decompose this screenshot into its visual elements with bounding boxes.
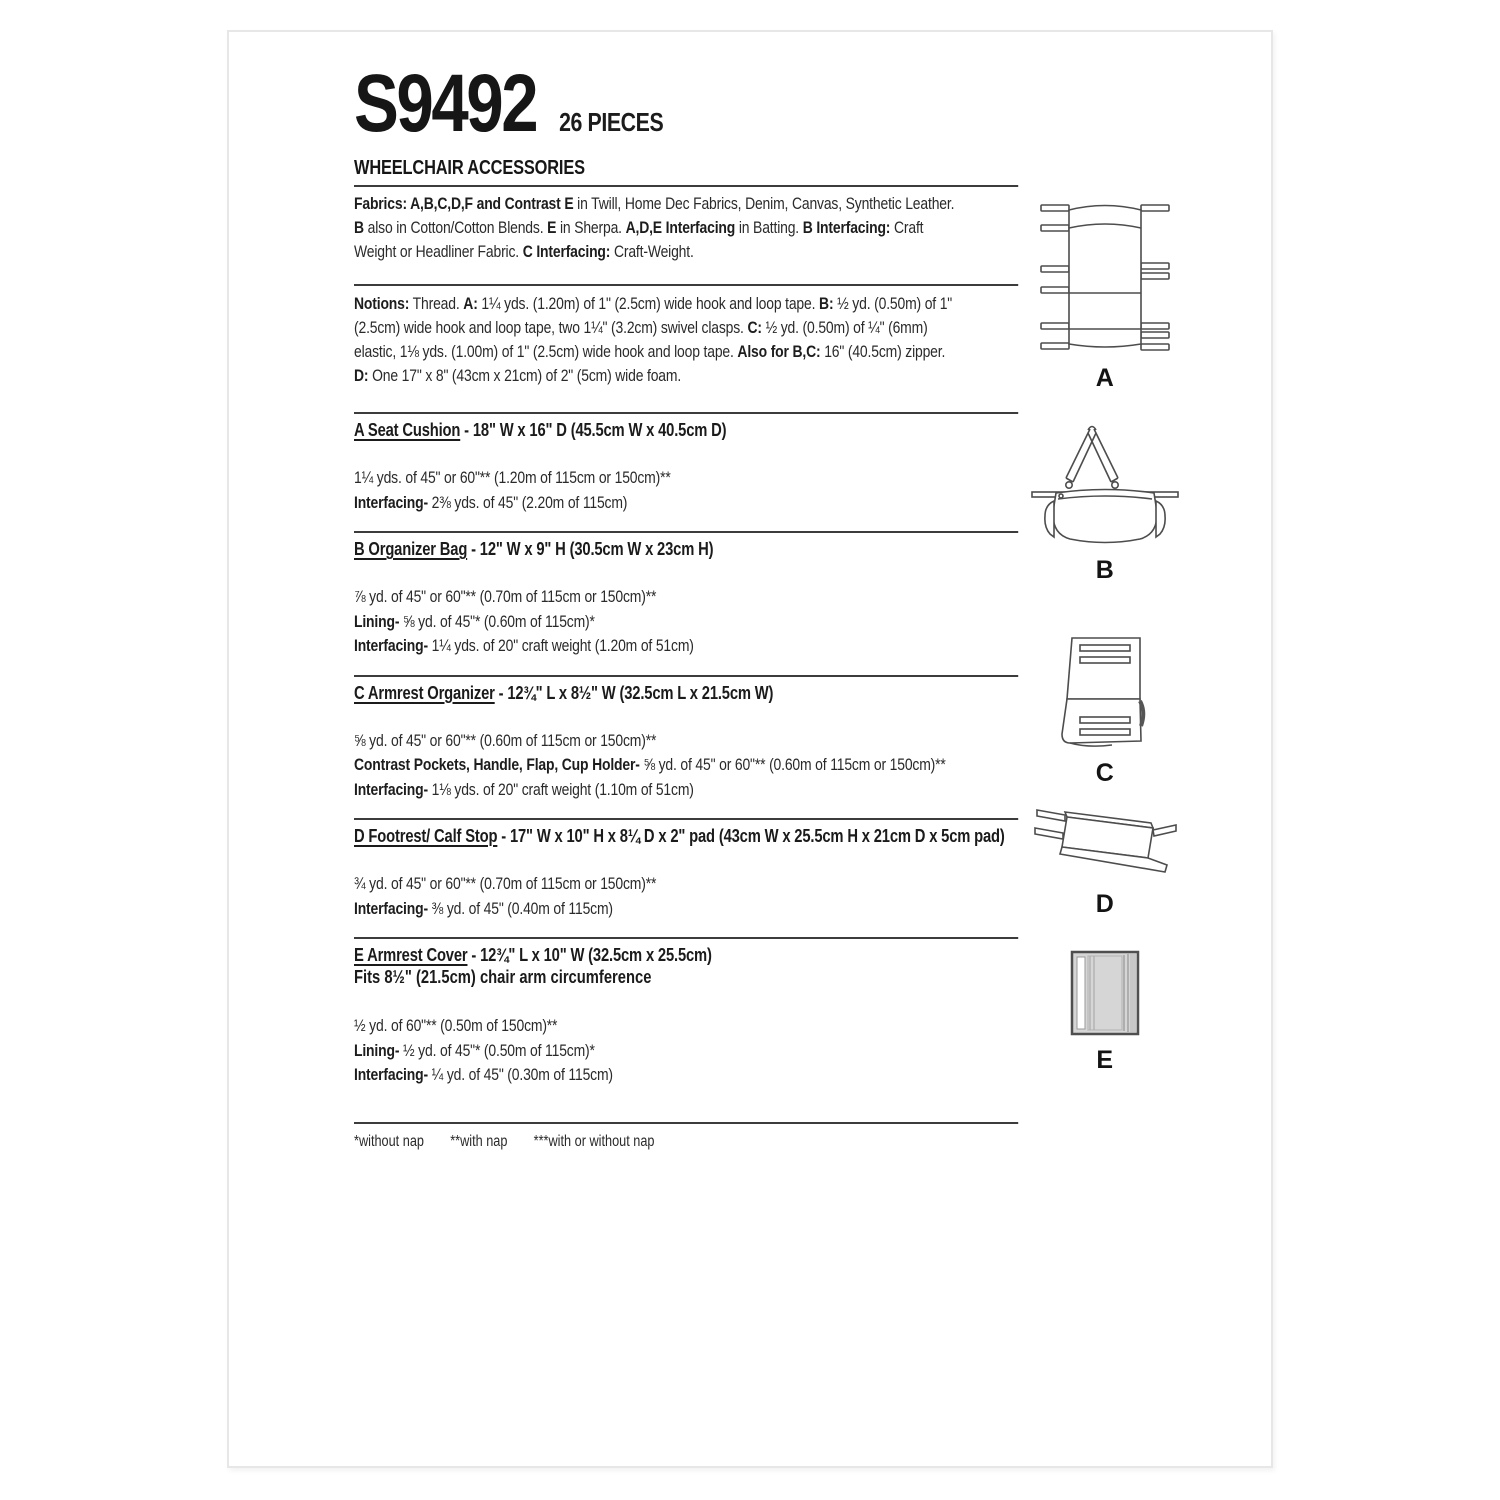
section-name: C Armrest Organizer (354, 682, 495, 703)
yardage-line: ⅝ yd. of 45" or 60"** (0.60m of 115cm or 150cm)** (354, 730, 657, 750)
section-dimensions: - 12¾" L x 8½" W (32.5cm L x 21.5cm W) (494, 682, 774, 703)
fabrics-paragraph (354, 192, 1018, 264)
section-dimensions: - 18" W x 16" D (45.5cm W x 40.5cm D) (460, 420, 727, 440)
yardage-line: Lining- ½ yd. of 45"* (0.50m of 115cm)* (354, 1040, 595, 1060)
text-line: elastic, 1⅛ yds. (1.00m) of 1" (2.5cm) wide hook and loop tape. Also for B,C: 16" (40.5cm) zipper. (354, 342, 946, 361)
title-row (354, 58, 1018, 149)
yardage-line: Interfacing- ⅜ yd. of 45" (0.40m of 115cm) (354, 898, 613, 918)
text-line: D: One 17" x 8" (43cm x 21cm) of 2" (5cm) wide foam. (354, 366, 682, 385)
footnote: ***with or without nap (533, 1132, 655, 1150)
armrest-cover-illustration (1067, 948, 1143, 1038)
figure-label: E (1096, 1046, 1114, 1074)
section-armrest-cover (354, 937, 1018, 1122)
text-column (354, 58, 1018, 1151)
yardage-line: Interfacing- 1¼ yds. of 20" craft weight (1.20m of 51cm) (354, 636, 694, 655)
text-line: (2.5cm) wide hook and loop tape, two 1¼" (3.2cm) swivel clasps. C: ½ yd. (0.50m) of ¼" (6mm) (354, 318, 928, 337)
yardage-block (354, 1014, 1018, 1088)
footrest-illustration (1032, 794, 1178, 882)
section-fit-note: Fits 8½" (21.5cm) chair arm circumference (354, 967, 652, 987)
text-line: Fabrics: A,B,C,D,F and Contrast E in Twill, Home Dec Fabrics, Denim, Canvas, Synthetic Leather. (354, 194, 955, 213)
text-line: Notions: Thread. A: 1¼ yds. (1.20m) of 1" (2.5cm) wide hook and loop tape. B: ½ yd. (0.50m) of 1" (354, 294, 953, 313)
figure-armrest-organizer (1032, 633, 1178, 788)
yardage-line: Interfacing- 1⅛ yds. of 20" craft weight (1.10m of 51cm) (354, 779, 694, 799)
section-dimensions: - 12¾" L x 10" W (32.5cm x 25.5cm) (467, 945, 712, 965)
section-organizer-bag (354, 531, 1018, 675)
section-dimensions: - 17" W x 10" H x 8¼ D x 2" pad (43cm W x 25.5cm H x 21cm D x 5cm pad) (497, 826, 1005, 846)
section-heading (354, 826, 1018, 847)
yardage-line: Lining- ⅝ yd. of 45"* (0.60m of 115cm)* (354, 611, 595, 631)
figure-label: D (1095, 890, 1115, 918)
nap-footnotes (354, 1122, 1018, 1151)
footnote: **with nap (450, 1132, 508, 1150)
section-footrest-calf-stop (354, 818, 1018, 937)
yardage-line: Contrast Pockets, Handle, Flap, Cup Holder- ⅝ yd. of 45" or 60"** (0.60m of 115cm or 150cm)** (354, 755, 946, 774)
divider (354, 185, 1018, 187)
section-name: A Seat Cushion (354, 420, 461, 440)
yardage-block (354, 585, 1018, 659)
notions-paragraph (354, 292, 1018, 388)
figure-seat-cushion (1032, 198, 1178, 393)
pattern-envelope-back (227, 30, 1273, 1468)
text-line: Weight or Headliner Fabric. C Interfacing: Craft-Weight. (354, 242, 694, 261)
yardage-line: 1¼ yds. of 45" or 60"** (1.20m of 115cm or 150cm)** (354, 468, 671, 487)
section-dimensions: - 12" W x 9" H (30.5cm W x 23cm H) (467, 539, 714, 559)
organizer-bag-illustration (1030, 420, 1180, 548)
armrest-organizer-illustration (1054, 633, 1156, 751)
text-line: B also in Cotton/Cotton Blends. E in Sherpa. A,D,E Interfacing in Batting. B Interfacing: Craft (354, 218, 924, 237)
section-seat-cushion (354, 412, 1018, 531)
figure-footrest (1032, 794, 1178, 919)
figure-armrest-cover (1032, 948, 1178, 1075)
yardage-line: ¾ yd. of 45" or 60"** (0.70m of 115cm or 150cm)** (354, 874, 657, 893)
yardage-line: Interfacing- 2⅜ yds. of 45" (2.20m of 115cm) (354, 492, 628, 512)
divider (354, 284, 1018, 286)
category-title: WHEELCHAIR ACCESSORIES (354, 157, 585, 179)
yardage-line: ½ yd. of 60"** (0.50m of 150cm)** (354, 1016, 558, 1035)
yardage-block (354, 729, 1018, 803)
section-name: B Organizer Bag (354, 539, 468, 559)
section-heading (354, 683, 1018, 704)
figure-label: A (1095, 364, 1115, 392)
figure-organizer-bag (1032, 420, 1178, 585)
section-armrest-organizer (354, 675, 1018, 819)
yardage-block (354, 466, 1018, 515)
section-heading (354, 945, 1018, 966)
section-name: E Armrest Cover (354, 945, 468, 965)
yardage-line: ⅞ yd. of 45" or 60"** (0.70m of 115cm or 150cm)** (354, 587, 657, 606)
section-heading (354, 539, 1018, 560)
section-name: D Footrest/ Calf Stop (354, 826, 498, 846)
yardage-line: Interfacing- ¼ yd. of 45" (0.30m of 115cm) (354, 1065, 613, 1084)
yardage-block (354, 872, 1018, 921)
piece-count: 26 PIECES (559, 107, 664, 137)
section-heading (354, 420, 1018, 441)
pattern-number: S9492 (354, 58, 537, 149)
seat-cushion-illustration (1035, 198, 1175, 356)
figure-label: B (1095, 556, 1115, 584)
figure-label: C (1095, 759, 1115, 787)
footnote: *without nap (354, 1132, 424, 1150)
